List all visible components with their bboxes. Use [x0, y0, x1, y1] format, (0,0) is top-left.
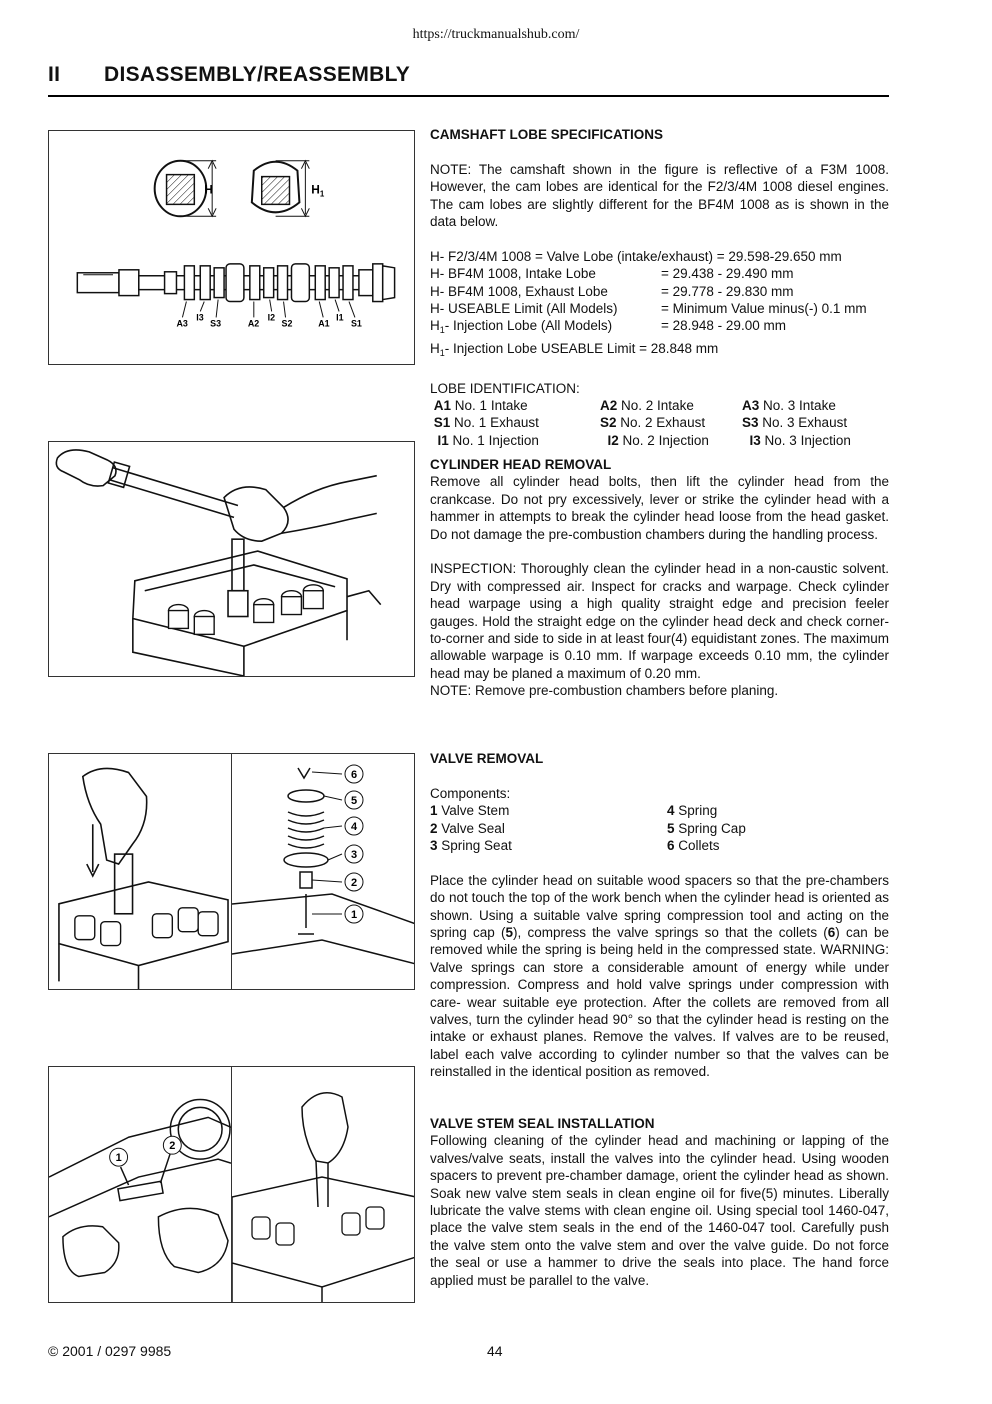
component-item: 1 Valve Stem	[430, 803, 510, 819]
callout-1: 1	[115, 1152, 122, 1165]
figure-valve-removal	[48, 753, 415, 990]
callout-1: 1	[350, 909, 358, 921]
camshaft-body	[77, 264, 394, 302]
section-title: DISASSEMBLY/REASSEMBLY	[104, 63, 411, 86]
lobe-id-table	[430, 397, 889, 449]
panel-seal-push	[232, 1067, 415, 1303]
cylinder-head-section	[430, 456, 889, 700]
lobe-item: I1 No. 1 Injection	[437, 432, 539, 448]
page-number: 44	[487, 1343, 503, 1359]
left-hand	[63, 1226, 119, 1277]
header-rule	[48, 95, 889, 97]
valve-removal-heading: VALVE REMOVAL	[430, 751, 544, 766]
inspection-text: INSPECTION: Thoroughly clean the cylinder head in a non-caustic solvent. Dry with compressed air. Inspect for cracks and warpage. Check cylinder head warpage using a high quality straight edge and precision feeler gauges. Hold the straight edge on the cylinder head deck and check corner-to-corner and side to side in at least four(4) equidistant zones. The maximum allowable warpage is 0.10 mm. If warpage exceeds 0.10 mm, the cylinder head may be planed a maximum of 0.20 mm.	[430, 561, 889, 681]
label-i1: I1	[336, 312, 344, 323]
left-hand	[56, 450, 116, 486]
seal-tool	[118, 1181, 163, 1200]
component-item: 4 Spring	[667, 803, 718, 819]
valve-seal-text: Following cleaning of the cylinder head and machining or lapping of the valves/valve seats, install the valves into the cylinder head. Using wooden spacers to prevent pre-chamber damage, orient the cylinder head as shown. Soak new valve stem seals in clean engine oil for five(5) minutes. Liberally lubricate the valve stems with clean engine oil. Using special tool 1460-047, place the valve stem seals in the end of the 1460-047 tool. Carefully push the valve stem onto the valve stem and over the valve guide. Do not force the seal or use a hammer to drive the seals into place. The hand force applied must be parallel to the valve.	[430, 1133, 889, 1288]
panel-valve-components	[232, 754, 415, 990]
right-hand	[158, 1208, 228, 1272]
camshaft-drawing	[49, 131, 414, 364]
lobe-item: S2 No. 2 Exhaust	[600, 415, 706, 431]
spec-6: $H_1-$ Injection Lobe USEABLE Limit = 28.848 mm	[430, 340, 719, 358]
label-a2: A2	[247, 318, 260, 329]
copyright: © 2001 / 0297 9985	[48, 1343, 172, 1359]
panel-spring-compression	[49, 754, 232, 990]
spec-4: H- USEABLE Limit (All Models) = Minimum Value minus(-) 0.1 mm	[430, 301, 867, 317]
section-number: II	[48, 63, 61, 86]
valve-removal-section	[430, 750, 889, 1081]
components-list	[430, 802, 889, 854]
valve-seal-section	[430, 1115, 889, 1289]
figure-valve-seal-installation	[48, 1066, 415, 1303]
spec-3: H- BF4M 1008, Exhaust Lobe = 29.778 - 29.830 mm	[430, 283, 794, 299]
valve-removal-text: Place the cylinder head on suitable wood spacers so that the pre-chambers do not touch the top of the work bench when the cylinder head is oriented as shown. Using a suitable valve spring compression tool and acting on the spring cap (5), compress the valve springs so that the collets (6) can be removed while the spring is being held in the compressed state. WARNING: Valve springs can store a considerable amount of energy while under compression. Compress and hold valve springs under compression with care- wear suitable eye protection. After the collets are removed from all valves, turn the cylinder head 90° so that the cylinder head is resting on the intake or exhaust planes. Remove the valves. If valves are to be reused, label each valve according to cylinder number so that the valves can be reinstalled in the identical position as removed.	[430, 872, 890, 1080]
cylinder-head-heading: CYLINDER HEAD REMOVAL	[430, 457, 612, 472]
callout-3: 3	[350, 849, 358, 861]
spring-seat	[284, 853, 328, 867]
camshaft-heading: CAMSHAFT LOBE SPECIFICATIONS	[430, 127, 664, 142]
label-s2: S2	[281, 318, 293, 329]
label-h1: $H_1$	[311, 182, 325, 199]
cylinder-head-p1: Remove all cylinder head bolts, then lift the cylinder head from the crankcase. Do not pry excessively, lever or strike the cylinder head with a hammer in attempts to break the cylinder head loose from the head gasket. Do not damage the pre-combustion chambers during the handling process.	[430, 474, 889, 542]
spring	[288, 812, 324, 848]
valve-components-drawing	[232, 754, 415, 990]
lobe-profile-h	[155, 161, 216, 217]
label-a3: A3	[176, 318, 188, 329]
label-h: H	[204, 182, 213, 197]
camshaft-note: NOTE: The camshaft shown in the figure is reflective of a F3M 1008. However, the cam lobes are identical for the F2/3/4M 1008 diesel engines. The cam lobes are slightly different for the BF4M 1008 as is shown in the data below.	[430, 161, 889, 230]
spec-2: H- BF4M 1008, Intake Lobe = 29.438 - 29.490 mm	[430, 266, 794, 282]
label-a1: A1	[318, 318, 330, 329]
valve-seal	[300, 872, 312, 888]
lobe-item: S3 No. 3 Exhaust	[742, 415, 848, 431]
planing-note: NOTE: Remove pre-combustion chambers before planing.	[430, 683, 779, 699]
hand	[302, 1093, 348, 1163]
valve-springs	[252, 1207, 384, 1245]
label-s3: S3	[210, 318, 222, 329]
component-item: 2 Valve Seal	[430, 820, 505, 836]
lobe-item: A2 No. 2 Intake	[600, 398, 694, 414]
source-url: https://truckmanualshub.com/	[412, 27, 580, 42]
callout-4: 4	[350, 821, 358, 833]
lobe-item: A3 No. 3 Intake	[742, 398, 836, 414]
spec-1: H- F2/3/4M 1008 = Valve Lobe (intake/exhaust) = 29.598-29.650 mm	[430, 248, 842, 264]
lobe-item: I3 No. 3 Injection	[749, 432, 851, 448]
cylinder-head-drawing	[49, 442, 414, 676]
valve-springs	[75, 908, 218, 946]
callout-2: 2	[169, 1140, 176, 1153]
component-item: 5 Spring Cap	[667, 820, 746, 836]
valve-stem	[298, 894, 314, 934]
lobe-item: S1 No. 1 Exhaust	[433, 415, 539, 431]
section-heading	[48, 63, 410, 87]
lobe-id-heading: LOBE IDENTIFICATION:	[430, 380, 580, 396]
breaker-bar	[109, 468, 238, 518]
label-i2: I2	[267, 312, 276, 323]
panel-seal-tool	[49, 1067, 232, 1303]
seal-push-drawing	[232, 1067, 415, 1303]
lobe-item: I2 No. 2 Injection	[607, 432, 709, 448]
seal-tool-drawing	[49, 1067, 231, 1303]
label-i3: I3	[196, 312, 204, 323]
spring-compression-drawing	[49, 754, 231, 990]
camshaft-section	[430, 126, 889, 449]
callout-5: 5	[350, 795, 358, 807]
lobe-profile-h1	[252, 161, 325, 217]
label-s1: S1	[350, 318, 362, 329]
figure-cylinder-head-removal	[48, 441, 415, 677]
component-item: 6 Collets	[667, 838, 720, 854]
right-hand	[224, 487, 288, 541]
callout-6: 6	[350, 769, 358, 781]
callout-2: 2	[350, 877, 358, 889]
figure-camshaft	[48, 130, 415, 365]
components-label: Components:	[430, 785, 511, 801]
component-item: 3 Spring Seat	[430, 838, 512, 854]
valve-seal-heading: VALVE STEM SEAL INSTALLATION	[430, 1116, 655, 1131]
lobe-labels	[176, 312, 361, 328]
spec-5: $H_1-$ Injection Lobe (All Models) = 28.948 - 29.00 mm	[430, 318, 786, 336]
spring-cap	[288, 790, 324, 802]
lobe-item: A1 No. 1 Intake	[433, 398, 528, 414]
collets	[298, 768, 310, 778]
